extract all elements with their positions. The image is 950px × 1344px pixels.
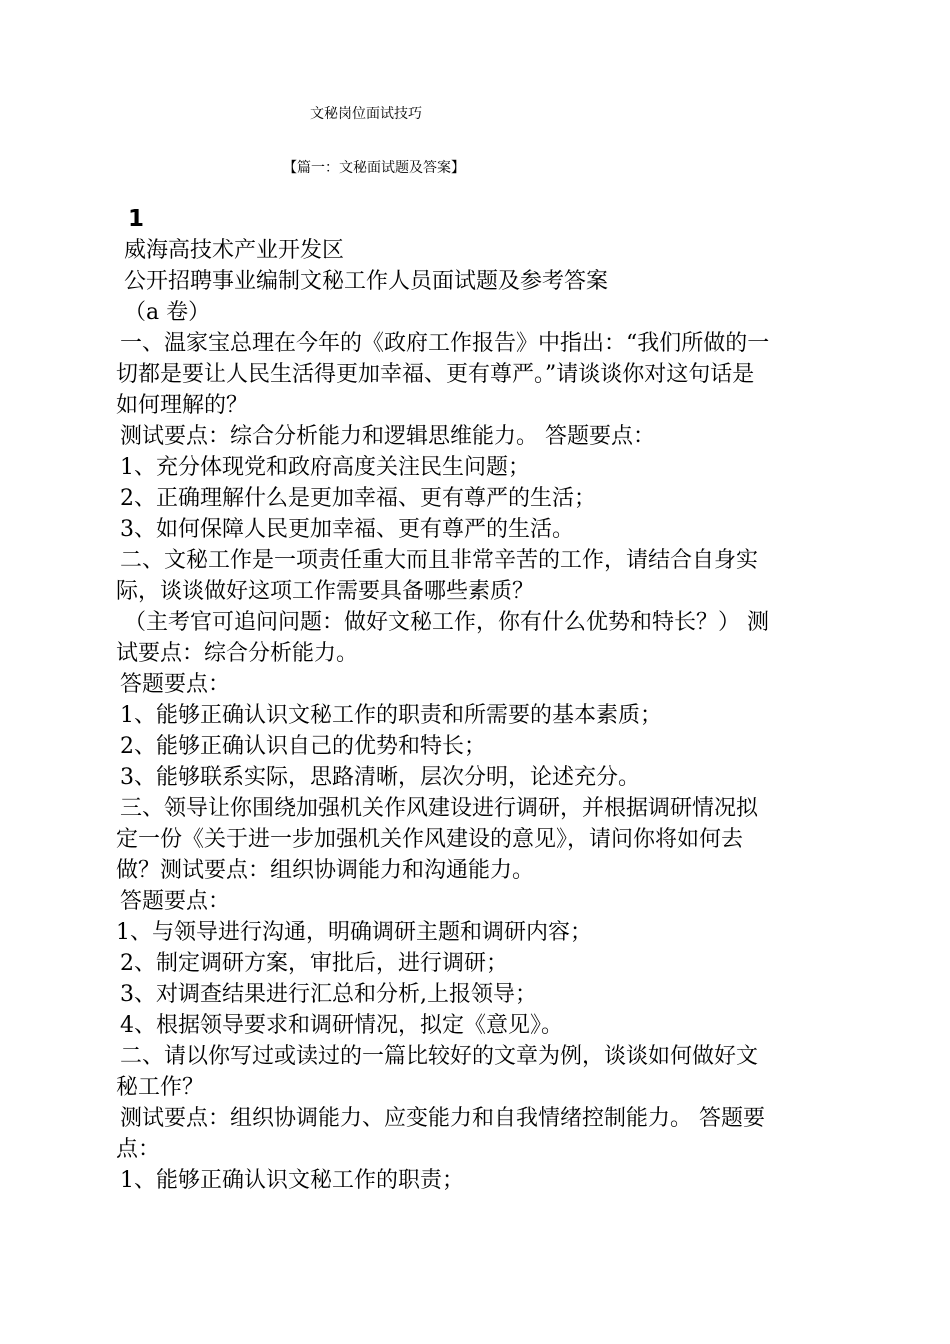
body-line: 测试要点：组织协调能力、应变能力和自我情绪控制能力。 答题要 [120, 1106, 765, 1131]
body-line: 三、领导让你围绕加强机关作风建设进行调研，并根据调研情况拟 [120, 796, 759, 821]
body-line: 1、与领导进行沟通，明确调研主题和调研内容； [116, 920, 592, 945]
body-line: 际，谈谈做好这项工作需要具备哪些素质？ [116, 579, 535, 604]
body-line: 秘工作？ [116, 1075, 205, 1100]
body-line: 3、能够联系实际，思路清晰，层次分明，论述充分。 [120, 765, 640, 790]
body-line: 2、制定调研方案，审批后，进行调研； [120, 951, 508, 976]
body-line: 二、请以你写过或读过的一篇比较好的文章为例，谈谈如何做好文 [120, 1044, 759, 1069]
body-line: 二、文秘工作是一项责任重大而且非常辛苦的工作，请结合自身实 [120, 548, 759, 573]
document-body [116, 204, 836, 1196]
document-subtitle: 【篇一：文秘面试题及答案】 [283, 160, 465, 176]
body-line: （主考官可追问问题：做好文秘工作，你有什么优势和特长？） 测 [124, 610, 769, 635]
body-line: 1、能够正确认识文秘工作的职责； [120, 1168, 464, 1193]
body-line: 威海高技术产业开发区 [124, 238, 345, 263]
body-line: 切都是要让人民生活得更加幸福、更有尊严。”请谈谈你对这句话是 [116, 362, 755, 387]
body-line: 答题要点： [120, 889, 231, 914]
body-line: 4、根据领导要求和调研情况，拟定《意见》。 [120, 1013, 563, 1038]
page-number-line: 1 [128, 206, 145, 232]
body-line: 答题要点： [120, 672, 231, 697]
body-line: 试要点：综合分析能力。 [116, 641, 359, 666]
body-line: 做？测试要点：组织协调能力和沟通能力。 [116, 858, 535, 883]
body-line: 公开招聘事业编制文秘工作人员面试题及参考答案 [124, 269, 609, 294]
body-line: （a 卷） [124, 300, 211, 325]
body-line: 定一份《关于进一步加强机关作风建设的意见》，请问你将如何去 [116, 827, 744, 852]
body-line: 2、正确理解什么是更加幸福、更有尊严的生活； [120, 486, 596, 511]
body-line: 一、温家宝总理在今年的《政府工作报告》中指出：“我们所做的一 [120, 331, 770, 356]
body-line: 1、能够正确认识文秘工作的职责和所需要的基本素质； [120, 703, 662, 728]
document-title: 文秘岗位面试技巧 [310, 106, 422, 122]
body-line: 点： [116, 1137, 161, 1162]
body-line: 如何理解的？ [116, 393, 249, 418]
body-line: 3、如何保障人民更加幸福、更有尊严的生活。 [120, 517, 574, 542]
body-line: 1、充分体现党和政府高度关注民生问题； [120, 455, 530, 480]
body-line: 3、对调查结果进行汇总和分析,上报领导； [120, 982, 537, 1007]
body-line: 测试要点：综合分析能力和逻辑思维能力。 答题要点： [120, 424, 655, 449]
body-line: 2、能够正确认识自己的优势和特长； [120, 734, 486, 759]
